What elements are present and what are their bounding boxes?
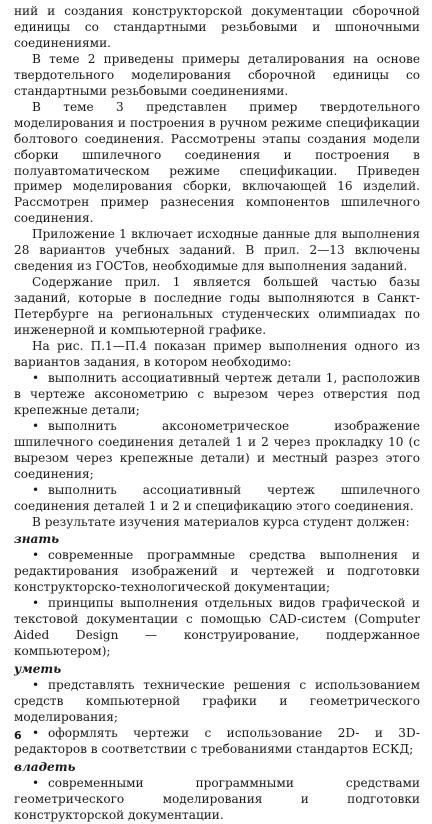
bullet-marker: • — [32, 370, 40, 385]
bullet-marker: • — [32, 418, 40, 433]
bullet-text: оформлять чертежи с использование 2D- и 3D-редакторов в соответствии с требованиями стандартов ЕСКД; — [14, 725, 420, 756]
paragraph-appendix-1: Приложение 1 включает исходные данные для выполнения 28 вариантов учебных заданий. В прил. 2—13 включены сведения из ГОСТов, необходимые для выполнения заданий. — [14, 227, 420, 274]
bullet-text: выполнить ассоциативный чертеж шпилечного соединения деталей 1 и 2 и спецификацию этого соединения. — [14, 482, 420, 513]
paragraph-theme-2: В теме 2 приведены примеры деталирования на основе твердотельного моделирования сборочной единицы со стандартными резьбовыми соединениями. — [14, 51, 420, 98]
can-bullet-item — [14, 726, 420, 758]
page-number: 6 — [14, 729, 22, 742]
task-bullet-item — [14, 483, 420, 515]
bullet-marker: • — [32, 678, 40, 693]
section-heading-own: владеть — [14, 759, 76, 774]
paragraph-appendix-content: Содержание прил. 1 является большей частью базы заданий, которые в последние годы выполняются в Санкт-Петербурге на региональных студенческих олимпиадах по инженерной и компьютерной графике. — [14, 275, 420, 338]
bullet-text: выполнить ассоциативный чертеж детали 1, расположив в чертеже аксонометрию с вырезом через отверстия под крепежные детали; — [14, 370, 420, 417]
bullet-text: принципы выполнения отдельных видов графической и текстовой документации с помощью CAD-систем (Computer Aided Design — конструирование, поддержанное компьютером); — [14, 596, 420, 659]
task-bullet-item — [14, 419, 420, 483]
task-bullet-item — [14, 371, 420, 419]
paragraph-theme-3: В теме 3 представлен пример твердотельного моделирования и построения в ручном режиме спецификации болтового соединения. Рассмотрены этапы создания модели сборки шпилечного соединения и построения в полуавтоматическом режиме спецификации. Приведен пример моделирования сборки, включающей 16 изделий. Рассмотрен пример разнесения компонентов шпилечного соединения. — [14, 99, 420, 226]
know-bullet-item — [14, 596, 420, 660]
bullet-text: современные программные средства выполнения и редактирования изображений и чертежей и подготовки конструкторско-технологической документации; — [14, 548, 420, 595]
body-text — [14, 4, 420, 824]
section-heading-know: знать — [14, 532, 60, 547]
bullet-marker: • — [32, 596, 40, 611]
know-bullet-item — [14, 548, 420, 596]
section-heading-can: уметь — [14, 662, 62, 677]
bullet-marker: • — [32, 775, 40, 790]
bullet-text: выполнить аксонометрическое изображение шпилечного соединения деталей 1 и 2 через прокладку 10 (с вырезом через крепежные детали) и местный разрез этого соединения; — [14, 418, 420, 481]
bullet-text: современными программными средствами геометрического моделирования и подготовки конструкторской документации. — [14, 775, 420, 822]
paragraph-example-intro: На рис. П.1—П.4 показан пример выполнения одного из вариантов задания, в котором необходимо: — [14, 339, 420, 369]
bullet-marker: • — [32, 548, 40, 563]
bullet-marker: • — [32, 725, 40, 740]
own-bullet-item — [14, 776, 420, 824]
can-bullet-item — [14, 678, 420, 726]
outcome-intro: В результате изучения материалов курса студент должен: — [32, 514, 410, 529]
bullet-marker: • — [32, 482, 40, 497]
bullet-text: представлять технические решения с использованием средств компьютерной графики и геометрического моделирования; — [14, 678, 420, 724]
paragraph-continuation: ний и создания конструкторской документации сборочной единицы со стандартными резьбовыми и шпоночными соединениями. — [14, 4, 420, 50]
